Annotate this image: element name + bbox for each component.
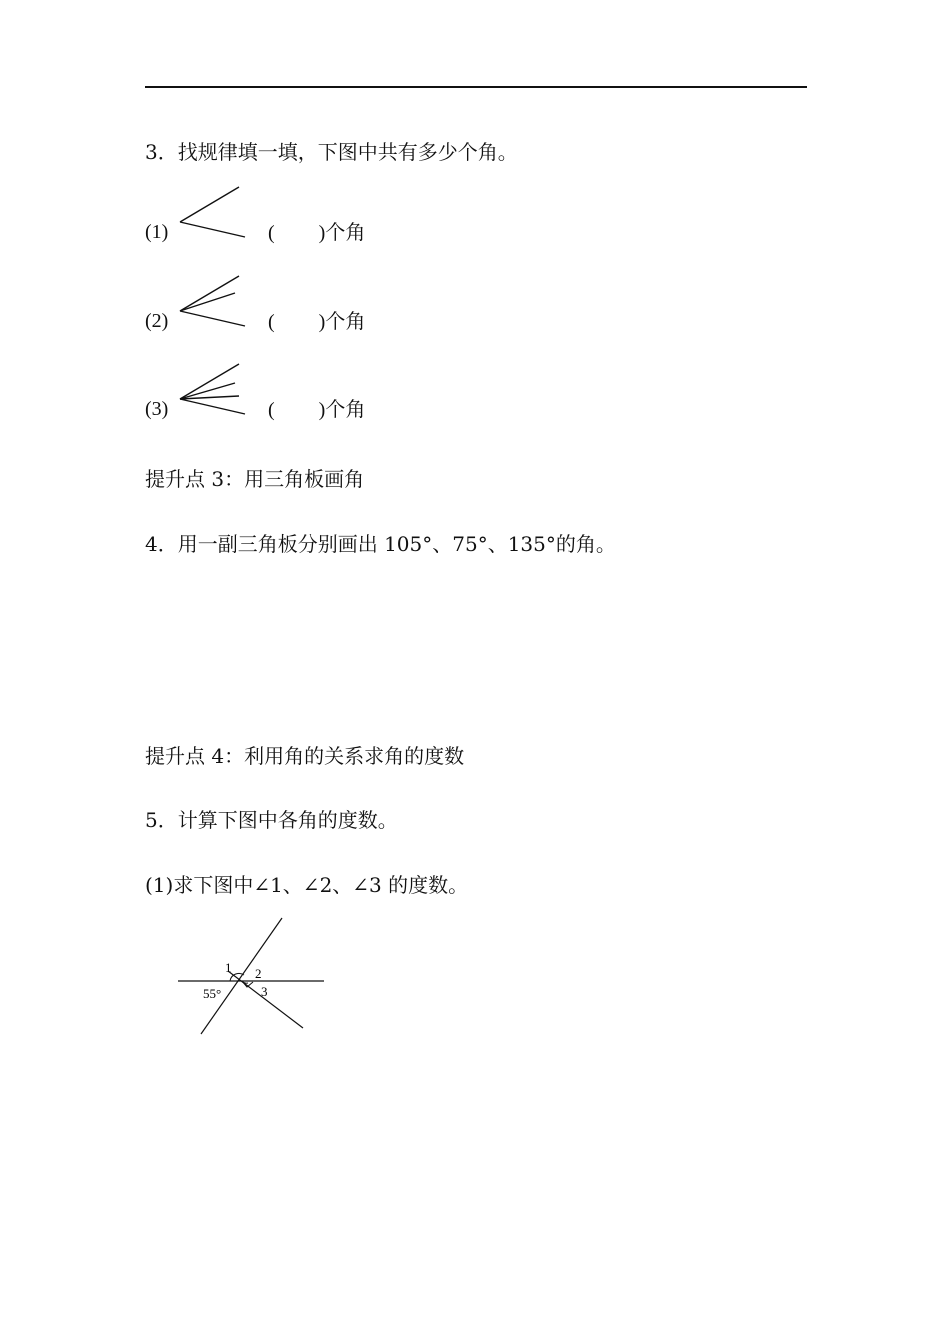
header-rule [145,86,807,88]
point-3-heading: 提升点 3：用三角板画角 [145,467,365,491]
angle-label-55: 55° [203,986,222,1001]
angle-figure-3 [175,361,255,421]
item-1-label: (1) [145,221,169,243]
question-3-title: 3．找规律填一填，下图中共有多少个角。 [145,140,518,164]
angle-relationship-figure [170,912,330,1042]
question-3-item-1 [145,184,545,254]
question-5-sub-1: (1)求下图中∠1、∠2、∠3 的度数。 [145,873,469,897]
item-1-unit: 个角 [325,220,366,244]
item-2-answer-blank[interactable]: ( )个角 [268,309,366,333]
question-4-text: 4．用一副三角板分别画出 105°、75°、135°的角。 [145,532,616,556]
angle-figure-1 [175,184,255,244]
item-3-unit: 个角 [325,397,366,421]
angle-label-3: 3 [261,984,268,999]
angle-label-2: 2 [255,966,262,981]
angle-label-1: 1 [225,960,232,975]
item-3-label: (3) [145,398,169,420]
item-2-unit: 个角 [325,309,366,333]
question-5-title: 5．计算下图中各角的度数。 [145,808,398,832]
item-3-answer-blank[interactable]: ( )个角 [268,397,366,421]
angle-figure-2 [175,273,255,333]
question-3-item-3 [145,361,545,431]
item-2-label: (2) [145,310,169,332]
point-4-heading: 提升点 4：利用角的关系求角的度数 [145,744,465,768]
item-1-answer-blank[interactable]: ( )个角 [268,220,366,244]
question-3-item-2 [145,273,545,343]
